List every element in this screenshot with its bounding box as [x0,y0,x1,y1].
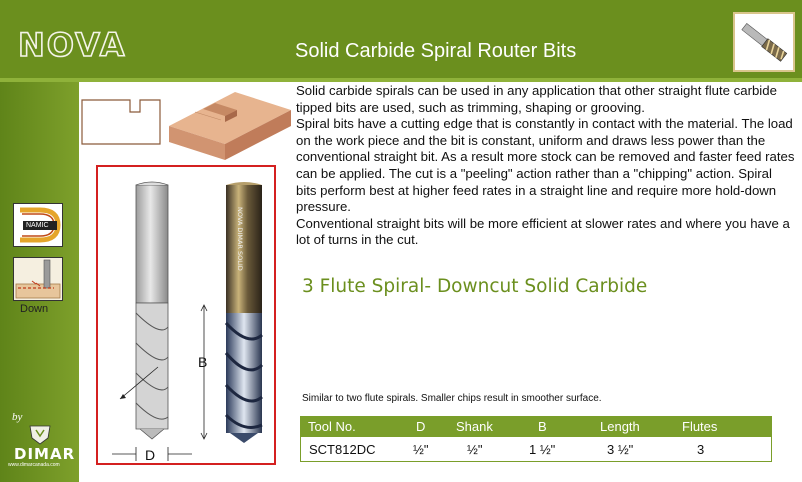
groove-profile-drawing [80,88,170,148]
wood-block-image [165,82,295,162]
bit-diagram [98,167,274,463]
product-subtitle: 3 Flute Spiral- Downcut Solid Carbide [302,276,648,297]
cell-d: ½" [413,442,429,457]
table-row [300,437,772,462]
header-tool-no: Tool No. [308,419,356,434]
dim-b-label: B [198,354,208,370]
dim-d-label: D [145,447,156,463]
description [296,83,796,249]
dynamic-badge[interactable] [13,203,63,247]
header-flutes: Flutes [682,419,718,434]
description-paragraph-2: Spiral bits have a cutting edge that is constantly in contact with the material. The load on the work piece and the bit is constant, uniform and draws less power than the conventional straight bit. As a result more stock can be removed and faster feed rates can be applied. The cut is a "peeling" action rather than a "chipping" action. Spiral bits perform best at higher feed rates in a straight line and require more hold-down pressure. [296,116,795,215]
router-bit-thumbnail-icon [735,14,793,70]
dimar-wordmark: DIMAR [14,445,76,463]
header-b: B [538,419,547,434]
dimar-url[interactable]: www.dimarcanada.com [8,462,60,468]
cell-b: 1 ½" [529,442,556,457]
namic-text: NAMIC [26,222,49,229]
description-paragraph-1: Solid carbide spirals can be used in any application that other straight flute carbide tipped bits are used, such as trimming, shaping or grooving. [296,83,777,115]
downcut-icon [14,258,62,300]
downcut-badge[interactable] [13,257,63,301]
cell-shank: ½" [467,442,483,457]
router-bit-thumbnail[interactable] [733,12,795,72]
nova-logo: NOVA [18,26,127,64]
description-paragraph-3: Conventional straight bits will be more efficient at slower rates and where you have a lot of turns in the cut. [296,215,790,248]
header-length: Length [600,419,640,434]
header-shank: Shank [456,419,493,434]
cell-length: 3 ½" [607,442,634,457]
header-divider [0,78,802,82]
spec-table [300,416,772,462]
cell-flutes: 3 [697,442,705,457]
down-label: Down [20,303,49,315]
by-label: by [12,411,23,423]
table-header-row [300,416,772,437]
page-title: Solid Carbide Spiral Router Bits [295,40,577,62]
dimar-logo [8,424,76,464]
bit-engraving: NOVA DIMAR SOLID [236,207,244,271]
header-d: D [416,419,426,434]
cell-tool-no: SCT812DC [309,442,376,457]
product-note: Similar to two flute spirals. Smaller chips result in smoother surface. [302,393,602,404]
